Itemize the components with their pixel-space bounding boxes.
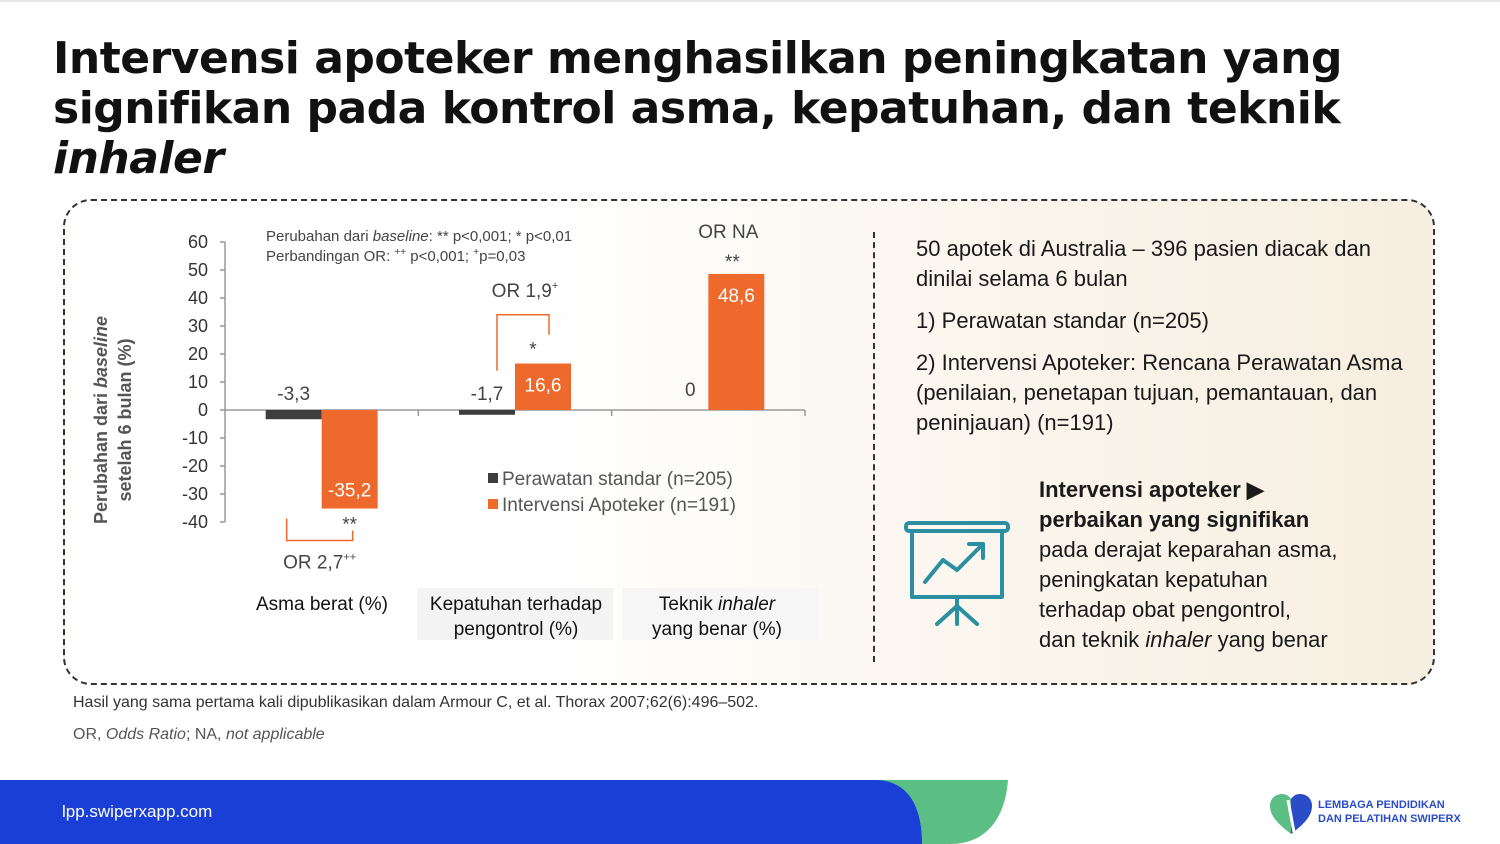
conclusion-line-1 [1039, 475, 1439, 505]
note1-a: Perubahan dari [266, 228, 373, 245]
top-divider [0, 0, 1500, 2]
source-citation: Hasil yang sama pertama kali dipublikasikan dalam Armour C, et al. Thorax 2007;62(6):496–502. [73, 694, 759, 711]
conclusion-bold-1: Intervensi apoteker ▶ [1039, 477, 1264, 502]
abbr-b: Odds Ratio [105, 726, 186, 743]
title-line-2-italic: inhaler [53, 133, 224, 184]
y-axis-label-text: Perubahan dari [91, 388, 111, 525]
conclusion-text [1039, 475, 1439, 655]
y-tick-label: -40 [181, 512, 208, 532]
conclusion-line-5: terhadap obat pengontrol, [1039, 597, 1291, 622]
title-line-1: Intervensi apoteker menghasilkan peningkatan yang [53, 33, 1342, 84]
y-tick-label: 10 [187, 372, 208, 392]
footer-url[interactable]: lpp.swiperxapp.com [62, 802, 213, 821]
conclusion-bold-2: perbaikan yang signifikan [1039, 507, 1310, 532]
legend-swatch-standard [488, 473, 498, 483]
bar-chart [70, 210, 830, 650]
page-title [53, 34, 1473, 184]
data-label-intervention: -35,2 [328, 480, 372, 502]
presentation-chart-icon [903, 518, 1011, 630]
bar-standard [459, 410, 515, 415]
panel-divider [873, 232, 875, 662]
y-tick-label: 20 [187, 344, 208, 364]
abbr-c: ; NA, [185, 726, 226, 743]
legend-label-standard: Perawatan standar (n=205) [502, 469, 733, 490]
y-tick-label: 0 [197, 400, 208, 420]
data-label-intervention: 48,6 [717, 285, 755, 307]
y-axis-label [91, 316, 111, 524]
data-label-standard: -1,7 [470, 384, 504, 405]
conclusion-line-3: pada derajat keparahan asma, [1039, 537, 1338, 562]
legend-label-intervention: Intervensi Apoteker (n=191) [502, 495, 736, 516]
bar-standard [266, 410, 322, 419]
note2-sup2: + [473, 247, 480, 258]
y-tick-label: 30 [187, 316, 208, 336]
title-line-2 [53, 84, 1473, 184]
conclusion-line-6 [1039, 625, 1439, 655]
note2-c: p=0,03 [479, 248, 526, 265]
data-label-standard: -3,3 [277, 384, 311, 405]
category-label-3-line1 [659, 594, 776, 615]
note1-rest: : ** p<0,001; * p<0,01 [428, 228, 573, 245]
logo-text [1318, 798, 1461, 826]
abbr-a: OR, [73, 726, 106, 743]
group-1: 1) Perawatan standar (n=205) [916, 308, 1209, 333]
abbr-d: not applicable [225, 726, 325, 743]
y-tick-label: 50 [187, 260, 208, 280]
abbreviations [73, 726, 325, 744]
or-note [266, 247, 525, 265]
y-tick-label: -30 [181, 484, 208, 504]
odds-ratio-label: OR 1,9+ [491, 279, 559, 302]
y-axis-label-italic: baseline [91, 315, 111, 388]
data-label-intervention: 16,6 [524, 375, 562, 397]
group-2: 2) Intervensi Apoteker: Rencana Perawatan Asma (penilaian, penetapan tujuan, pemantauan, dan peninjauan) (n=191) [916, 350, 1403, 435]
category-label-1: Asma berat (%) [256, 594, 388, 615]
odds-ratio-label: OR 2,7++ [283, 551, 357, 574]
category-label-3-text: Teknik [658, 594, 719, 615]
significance-marker: ** [342, 514, 358, 536]
note1-italic: baseline [372, 228, 429, 245]
category-label-3-italic: inhaler [718, 594, 776, 615]
significance-note [266, 228, 572, 245]
conclusion-line-6-b: yang benar [1211, 627, 1328, 652]
y-tick-label: 60 [187, 232, 208, 252]
conclusion-line-6-a: dan teknik [1039, 627, 1146, 652]
conclusion-line-2 [1039, 505, 1439, 535]
note2-sup1: ++ [394, 247, 407, 258]
conclusion-line-4: peningkatan kepatuhan [1039, 567, 1268, 592]
conclusion-line-6-italic: inhaler [1145, 627, 1212, 652]
category-label-2-line2: pengontrol (%) [453, 619, 579, 640]
significance-marker: * [529, 339, 537, 361]
y-tick-label: -20 [181, 456, 208, 476]
logo-line-1: LEMBAGA PENDIDIKAN [1318, 799, 1445, 811]
note2-a: Perbandingan OR: [266, 248, 395, 265]
category-label-3-line2: yang benar (%) [652, 619, 782, 640]
legend-swatch-intervention [488, 499, 498, 509]
study-intro: 50 apotek di Australia – 396 pasien diacak dan dinilai selama 6 bulan [916, 236, 1371, 291]
data-label-standard: 0 [685, 380, 696, 401]
note2-b: p<0,001; [406, 248, 474, 265]
y-tick-label: -10 [181, 428, 208, 448]
title-line-2-text: signifikan pada kontrol asma, kepatuhan, dan teknik [53, 83, 1341, 134]
significance-marker: ** [724, 251, 740, 273]
y-axis-label-line2: setelah 6 bulan (%) [115, 338, 135, 502]
or-bracket [497, 315, 549, 371]
logo-line-2: DAN PELATIHAN SWIPERX [1318, 813, 1461, 825]
category-label-2-line1: Kepatuhan terhadap [429, 594, 603, 615]
y-tick-label: 40 [187, 288, 208, 308]
odds-ratio-label: OR NA [698, 221, 759, 243]
swiperx-logo-icon [1268, 792, 1314, 838]
